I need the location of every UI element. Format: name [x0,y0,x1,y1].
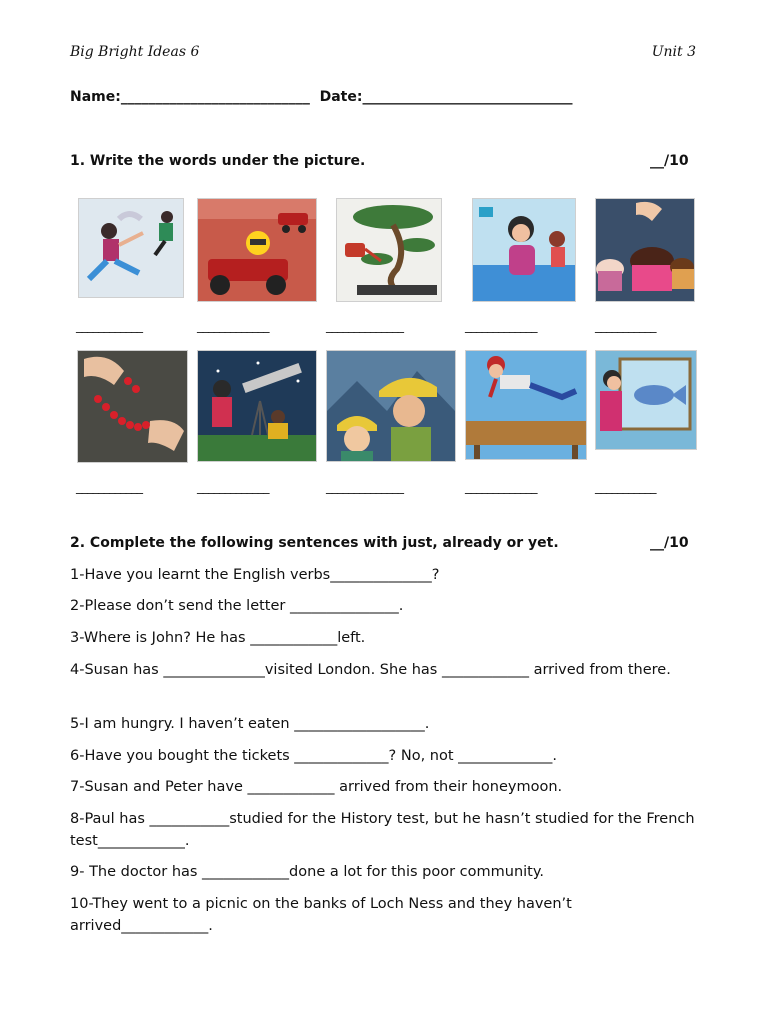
section2-title: 2. Complete the following sentences with just, already or yet. [70,535,559,551]
bonsai-tree-icon [337,199,441,301]
picture-8 [326,350,456,462]
answer-line-6[interactable]: ____________ [76,480,142,495]
miners-helmet-icon [327,351,455,461]
water-park-icon [473,199,575,301]
answer-line-1[interactable]: ____________ [76,319,142,334]
sentence-8: 8-Paul has ___________studied for the History test, but he hasn’t studied for the French test____________. [70,811,700,849]
sentence-3: 3-Where is John? He has ____________left. [70,630,366,646]
section1-score: __/10 [650,153,689,169]
bead-necklace-icon [78,351,187,462]
sentence-1: 1-Have you learnt the English verbs______________? [70,567,440,583]
cupcakes-icon [596,199,694,301]
sentence-5: 5-I am hungry. I haven’t eaten __________________. [70,716,430,732]
answer-line-9[interactable]: _____________ [465,480,537,495]
answer-line-2[interactable]: _____________ [197,319,269,334]
fish-painting-icon [596,351,696,449]
picture-7 [197,350,317,462]
picture-10 [595,350,697,450]
answer-line-8[interactable]: ______________ [326,480,403,495]
picture-9 [465,350,587,460]
jumping-boy-icon [466,351,586,459]
answer-line-4[interactable]: _____________ [465,319,537,334]
section2-score: __/10 [650,535,689,551]
name-date-fields: Name:___________________________ Date:______________________________ [70,89,573,105]
answer-line-5[interactable]: ___________ [595,319,656,334]
picture-5 [595,198,695,302]
picture-1 [78,198,184,298]
picture-3 [336,198,442,302]
answer-line-3[interactable]: ______________ [326,319,403,334]
section1-title: 1. Write the words under the picture. [70,153,366,169]
sentence-4: 4-Susan has ______________visited London. She has ____________ arrived from there. [70,662,671,678]
answer-line-7[interactable]: _____________ [197,480,269,495]
telescope-icon [198,351,316,461]
picture-6 [77,350,188,463]
answer-line-10[interactable]: ___________ [595,480,656,495]
sentence-7: 7-Susan and Peter have ____________ arrived from their honeymoon. [70,779,563,795]
unit-label: Unit 3 [651,44,696,60]
dancer-icon [79,199,183,297]
go-kart-icon [198,199,316,301]
sentence-10: 10-They went to a picnic on the banks of Loch Ness and they haven’t arrived____________. [70,896,577,934]
picture-2 [197,198,317,302]
sentence-9: 9- The doctor has ____________done a lot for this poor community. [70,864,544,880]
picture-4 [472,198,576,302]
sentence-6: 6-Have you bought the tickets _____________? No, not _____________. [70,748,558,764]
sentence-2: 2-Please don’t send the letter _______________. [70,598,404,614]
book-title: Big Bright Ideas 6 [70,44,200,60]
